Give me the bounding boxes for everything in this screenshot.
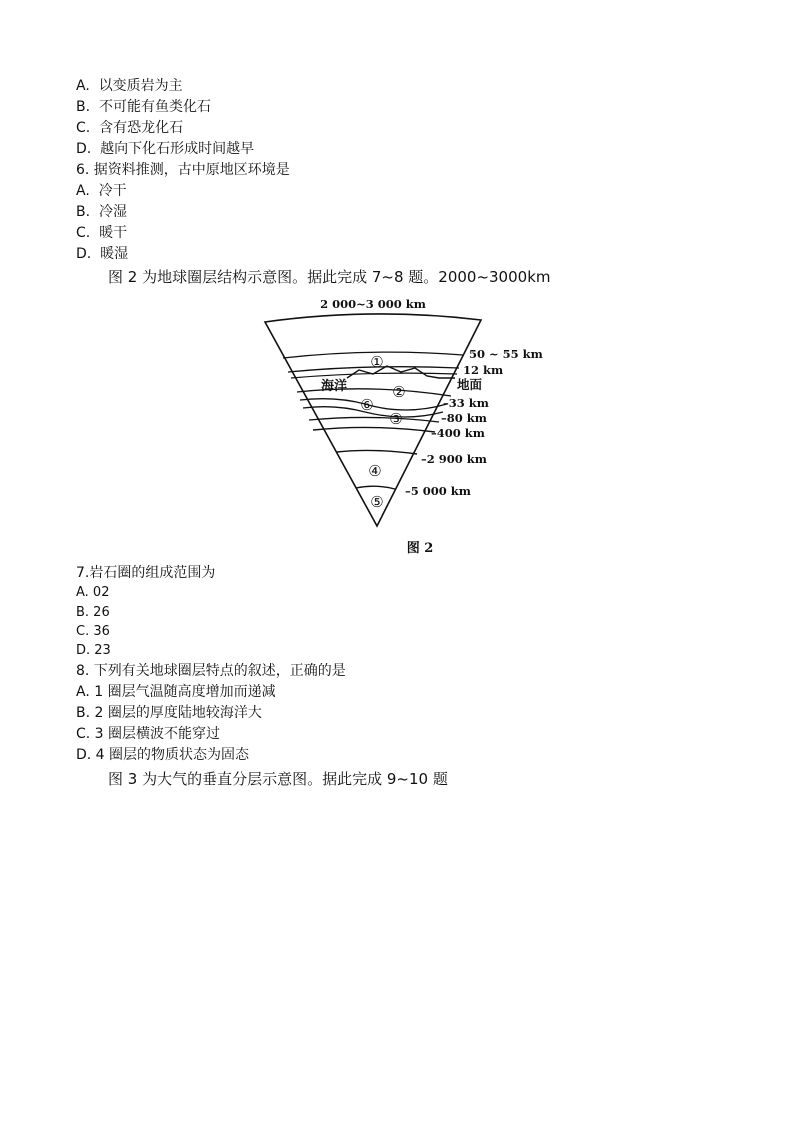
ground-label: 地面: [457, 377, 483, 392]
option-key: B.: [76, 99, 91, 115]
q5-option-b: [76, 97, 211, 117]
figure2-intro: 图 2 为地球圈层结构示意图。据此完成 7~8 题。2000~3000km: [108, 268, 551, 286]
q8-option-c: C. 3 圈层横波不能穿过: [76, 726, 221, 742]
figure-caption: 图 2: [406, 541, 434, 556]
earth-layers-diagram: [255, 292, 575, 562]
option-key: D.: [76, 141, 92, 157]
depth-label-2900km: –2 900 km: [421, 452, 487, 466]
q6-option-b: [76, 202, 127, 222]
q5-option-a: [76, 76, 183, 96]
layer-number-2: ②: [392, 383, 406, 401]
depth-label-5000km: –5 000 km: [405, 484, 471, 498]
layer-number-5: ⑤: [370, 493, 384, 511]
q8-option-d: D. 4 圈层的物质状态为固态: [76, 747, 250, 763]
top-depth-label: 2 000~3 000 km: [320, 297, 426, 311]
option-key: C.: [76, 225, 91, 241]
q8-option-a: A. 1 圈层气温随高度增加而递减: [76, 684, 276, 700]
layer-number-3: ③: [389, 410, 403, 428]
q6-option-c: [76, 223, 127, 243]
depth-label-33km: –33 km: [443, 396, 489, 410]
option-text: 暖干: [99, 225, 128, 241]
depth-label-80km: –80 km: [441, 411, 487, 425]
q7-option-c: C. 36: [76, 624, 110, 639]
option-key: C.: [76, 120, 91, 136]
option-text: 不可能有鱼类化石: [98, 99, 211, 115]
option-key: A.: [76, 78, 90, 94]
q7-stem: 7.岩石圈的组成范围为: [76, 565, 216, 581]
layer-line: [309, 417, 439, 422]
q8-stem: 8. 下列有关地球圈层特点的叙述，正确的是: [76, 663, 346, 679]
layer-line: [337, 450, 417, 454]
layer-line: [313, 427, 435, 432]
option-key: D.: [76, 246, 92, 262]
layer-number-1: ①: [370, 353, 384, 371]
depth-label-12km: 12 km: [463, 363, 504, 377]
option-text: 暖湿: [100, 246, 129, 262]
q6-option-a: [76, 181, 127, 201]
depth-label-400km: –400 km: [431, 426, 485, 440]
ocean-label: 海洋: [321, 379, 348, 394]
option-text: 含有恐龙化石: [99, 120, 184, 136]
option-key: A.: [76, 183, 90, 199]
q7-option-d: D. 23: [76, 643, 111, 658]
figure3-intro: 图 3 为大气的垂直分层示意图。据此完成 9~10 题: [108, 770, 448, 788]
q6-stem: 6. 据资料推测，古中原地区环境是: [76, 162, 290, 178]
q6-option-d: [76, 244, 128, 264]
option-key: B.: [76, 204, 91, 220]
q7-option-a: A. 02: [76, 585, 110, 600]
q8-option-b: B. 2 圈层的厚度陆地较海洋大: [76, 705, 262, 721]
layer-number-6: ⑥: [360, 396, 374, 414]
option-text: 以变质岩为主: [98, 78, 183, 94]
depth-label-50-55km: 50 ~ 55 km: [469, 347, 543, 361]
layer-number-4: ④: [368, 462, 382, 480]
q5-option-c: [76, 118, 183, 138]
option-text: 越向下化石形成时间越早: [100, 141, 255, 157]
option-text: 冷湿: [98, 204, 127, 220]
q5-option-d: [76, 139, 254, 159]
layer-line: [356, 486, 395, 489]
option-text: 冷干: [98, 183, 127, 199]
q7-option-b: B. 26: [76, 605, 110, 620]
